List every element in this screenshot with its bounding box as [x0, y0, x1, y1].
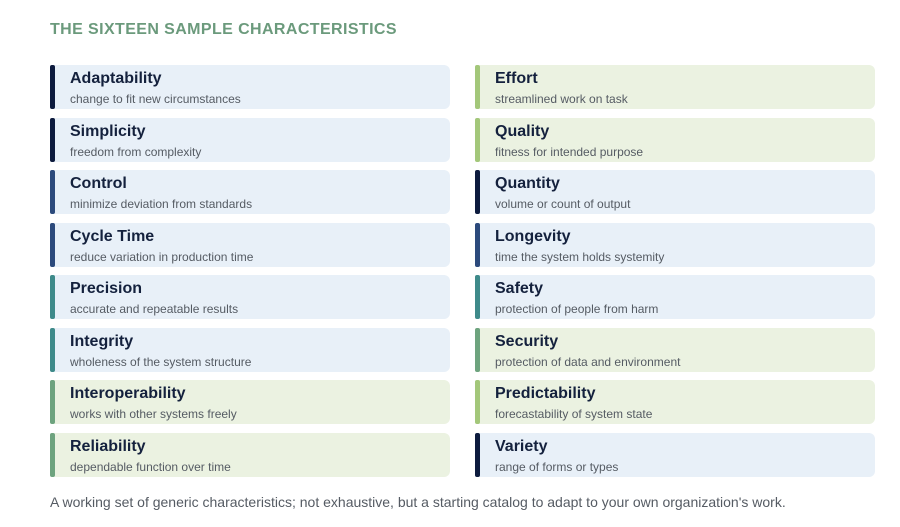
characteristic-description: forecastability of system state	[495, 407, 653, 421]
characteristic-description: accurate and repeatable results	[70, 302, 239, 316]
accent-bar	[50, 380, 55, 424]
characteristic-description: works with other systems freely	[70, 407, 237, 421]
accent-bar	[475, 118, 480, 162]
footer-note: A working set of generic characteristics; not exhaustive, but a starting catalog to adapt to your own organization's work.	[50, 494, 786, 510]
characteristic-name: Reliability	[70, 437, 146, 455]
accent-bar	[475, 433, 480, 477]
card-quantity	[475, 170, 875, 214]
card-quality	[475, 118, 875, 162]
card-predictability	[475, 380, 875, 424]
accent-bar	[475, 275, 480, 319]
card-longevity	[475, 223, 875, 267]
card-reliability	[50, 433, 450, 477]
characteristic-description: range of forms or types	[495, 459, 619, 474]
characteristic-name: Predictability	[495, 385, 596, 402]
accent-bar	[50, 223, 55, 267]
card-integrity	[50, 328, 450, 372]
page-title: THE SIXTEEN SAMPLE CHARACTERISTICS	[50, 21, 397, 38]
characteristic-description: time the system holds systemity	[495, 249, 665, 264]
accent-bar	[475, 65, 480, 109]
characteristic-description: dependable function over time	[70, 459, 231, 474]
card-simplicity	[50, 118, 450, 162]
characteristic-description: freedom from complexity	[70, 144, 202, 159]
characteristic-description: fitness for intended purpose	[495, 144, 644, 159]
characteristic-description: minimize deviation from standards	[70, 197, 253, 211]
characteristic-name: Interoperability	[70, 385, 186, 402]
characteristic-name: Effort	[495, 70, 538, 87]
accent-bar	[50, 275, 55, 319]
characteristic-description: protection of people from harm	[495, 302, 659, 316]
characteristic-description: volume or count of output	[495, 197, 631, 211]
card-control	[50, 170, 450, 214]
accent-bar	[50, 118, 55, 162]
characteristic-name: Quantity	[495, 175, 560, 192]
accent-bar	[50, 433, 55, 477]
card-effort	[475, 65, 875, 109]
characteristic-description: change to fit new circumstances	[70, 92, 241, 106]
characteristics-grid	[50, 65, 875, 477]
characteristic-description: reduce variation in production time	[70, 249, 254, 264]
characteristic-name: Cycle Time	[70, 227, 155, 245]
card-security	[475, 328, 875, 372]
characteristic-name: Safety	[495, 280, 544, 297]
accent-bar	[50, 328, 55, 372]
characteristic-description: streamlined work on task	[495, 92, 628, 106]
characteristic-name: Security	[495, 332, 559, 350]
characteristic-description: protection of data and environment	[495, 354, 681, 369]
characteristic-name: Variety	[495, 437, 548, 455]
characteristic-name: Adaptability	[70, 70, 162, 87]
characteristic-name: Control	[70, 175, 127, 192]
card-variety	[475, 433, 875, 477]
card-safety	[475, 275, 875, 319]
accent-bar	[50, 170, 55, 214]
card-interoperability	[50, 380, 450, 424]
characteristic-name: Longevity	[495, 227, 571, 245]
accent-bar	[475, 170, 480, 214]
card-cycle-time	[50, 223, 450, 267]
characteristic-name: Precision	[70, 280, 143, 297]
characteristic-description: wholeness of the system structure	[70, 354, 252, 369]
accent-bar	[475, 328, 480, 372]
card-precision	[50, 275, 450, 319]
accent-bar	[475, 380, 480, 424]
characteristic-name: Simplicity	[70, 122, 146, 140]
characteristic-name: Quality	[495, 122, 550, 140]
characteristic-name: Integrity	[70, 332, 134, 350]
accent-bar	[50, 65, 55, 109]
card-adaptability	[50, 65, 450, 109]
accent-bar	[475, 223, 480, 267]
